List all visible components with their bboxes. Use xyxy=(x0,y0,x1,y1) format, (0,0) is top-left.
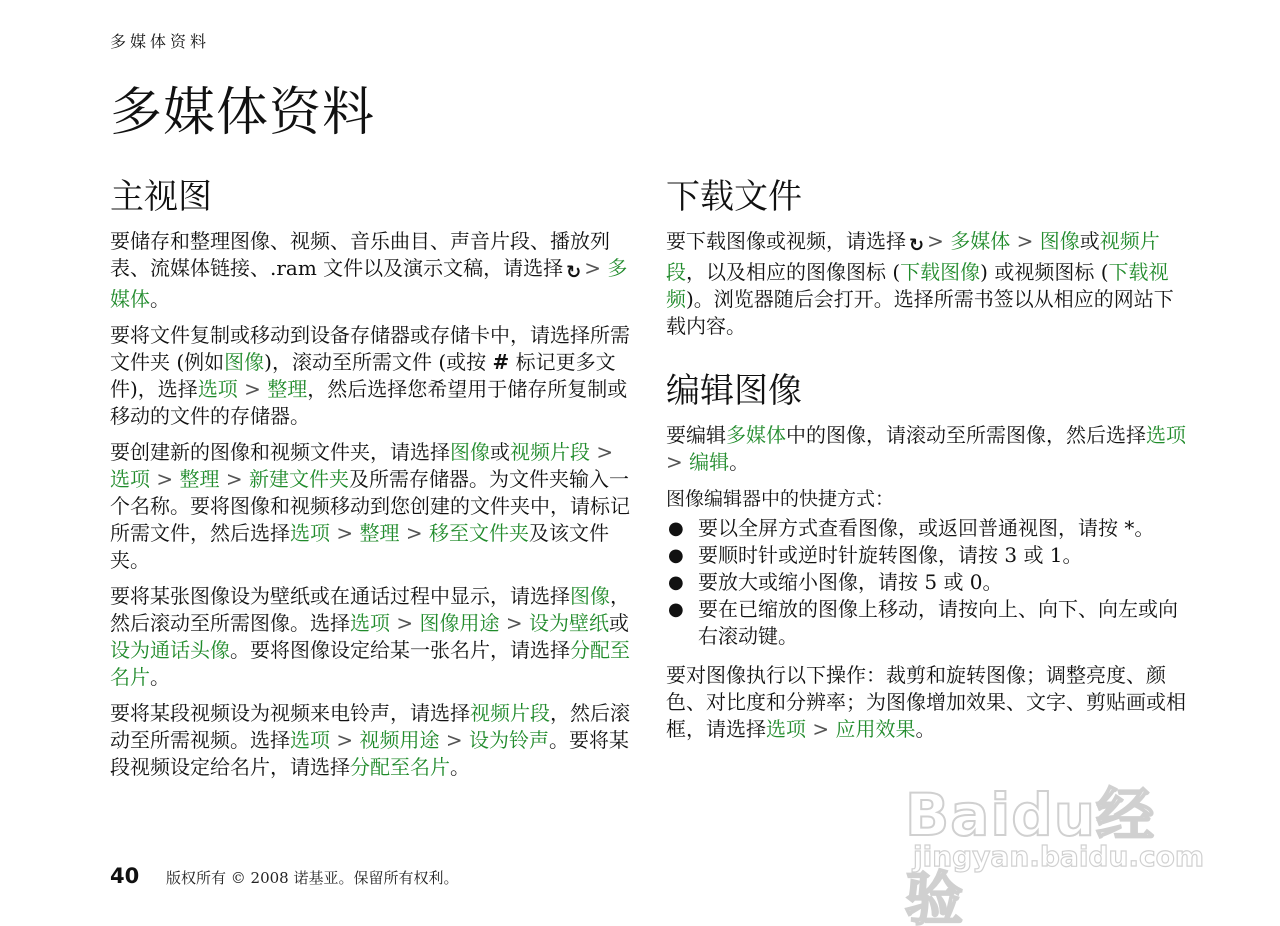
shortcuts-subheading: 图像编辑器中的快捷方式： xyxy=(666,488,895,510)
paragraph-text: 。 xyxy=(150,287,170,311)
paragraph-text: ，然后滚动至所需图像。选择 xyxy=(110,584,630,635)
paragraph-text: 要将某张图像设为壁纸或在通话过程中显示，请选择 xyxy=(110,584,570,608)
keyword-set-call-image: 设为通话头像 xyxy=(110,638,230,662)
keyword-download-images: 下载图像 xyxy=(900,260,981,284)
keyword-images: 图像 xyxy=(224,350,265,374)
keyword-options: 选项 xyxy=(350,611,390,635)
keyword-download-videos: 下载视频 xyxy=(666,260,1169,311)
separator: > xyxy=(596,440,614,464)
bullet-icon: ● xyxy=(668,545,684,566)
paragraph-text: )。浏览器随后会打开。选择所需书签以从相应的网站下载内容。 xyxy=(666,287,1174,338)
paragraph-text: ，然后选择您希望用于储存所复制或移动的文件的存储器。 xyxy=(110,377,628,428)
paragraph-copy-move xyxy=(110,322,630,430)
page-title: 多媒体资料 xyxy=(110,83,376,143)
separator: > xyxy=(405,521,423,545)
list-item-text: 要放大或缩小图像，请按 5 或 0。 xyxy=(698,570,1003,594)
paragraph-new-folder xyxy=(110,439,630,574)
paragraph-text: ，然后滚动至所需视频。选择 xyxy=(110,701,630,752)
bullet-icon: ● xyxy=(668,572,684,593)
paragraph-text: 要对图像执行以下操作：裁剪和旋转图像；调整亮度、颜色、对比度和分辨率；为图像增加效果、文字、剪贴画或相框，请选择 xyxy=(666,663,1186,741)
hash-key-label: # xyxy=(492,350,510,374)
separator: > xyxy=(336,728,354,752)
right-column xyxy=(666,172,1186,752)
paragraph-text: 或 xyxy=(1079,229,1100,253)
paragraph-text: 要创建新的图像和视频文件夹，请选择 xyxy=(110,440,450,464)
bullet-icon: ● xyxy=(668,599,684,620)
keyword-assign-contact: 分配至名片 xyxy=(110,638,630,689)
keyword-images: 图像 xyxy=(570,584,610,608)
section-heading-main-view: 主视图 xyxy=(110,177,212,217)
paragraph-text: 及该文件夹。 xyxy=(110,521,609,572)
separator: > xyxy=(584,256,602,280)
keyword-options: 选项 xyxy=(290,728,330,752)
list-item-text: 要顺时针或逆时针旋转图像，请按 3 或 1。 xyxy=(698,543,1083,567)
list-item-text: 要在已缩放的图像上移动，请按向上、向下、向左或向右滚动键。 xyxy=(698,597,1178,648)
keyword-move-to-folder: 移至文件夹 xyxy=(428,521,529,545)
keyword-video-clips: 视频片段 xyxy=(470,701,550,725)
list-item xyxy=(666,515,1186,542)
paragraph-organize xyxy=(110,228,630,313)
section-heading-download: 下载文件 xyxy=(666,177,802,217)
watermark-logo-text: Baidu经验 xyxy=(905,781,1156,926)
separator: > xyxy=(1016,229,1034,253)
paragraph-text: ) 或视频图标 ( xyxy=(980,260,1109,284)
left-column xyxy=(110,172,630,790)
separator: > xyxy=(505,611,523,635)
paragraph-text: 及所需存储器。为文件夹输入一个名称。要将图像和视频移动到您创建的文件夹中，请标记所需文件，然后选择 xyxy=(110,467,630,545)
page-number: 40 xyxy=(110,864,140,888)
keyword-multimedia: 多媒体 xyxy=(726,423,786,447)
separator: > xyxy=(666,450,683,474)
paragraph-text: 要储存和整理图像、视频、音乐曲目、声音片段、播放列表、流媒体链接、.ram 文件以及演示文稿，请选择 xyxy=(110,229,610,280)
paragraph-text: 要将文件复制或移动到设备存储器或存储卡中，请选择所需文件夹 (例如 xyxy=(110,323,630,374)
keyword-set-wallpaper: 设为壁纸 xyxy=(528,611,609,635)
paragraph-text: ，以及相应的图像图标 ( xyxy=(686,260,901,284)
paragraph-text: 。要将图像设定给某一张名片，请选择 xyxy=(230,638,570,662)
keyword-video-clips: 视频片段 xyxy=(510,440,590,464)
copyright-notice: 版权所有 © 2008 诺基亚。保留所有权利。 xyxy=(166,869,459,887)
list-item xyxy=(666,569,1186,596)
page-footer xyxy=(110,864,458,888)
paragraph-text: 。 xyxy=(729,450,750,474)
keyword-assign-contact: 分配至名片 xyxy=(350,755,450,779)
list-item xyxy=(666,542,1186,569)
keyword-use-video: 视频用途 xyxy=(359,728,440,752)
keyword-use-image: 图像用途 xyxy=(419,611,500,635)
paragraph-download xyxy=(666,228,1186,340)
paragraph-edit xyxy=(666,422,1186,476)
keyword-images: 图像 xyxy=(450,440,490,464)
separator: > xyxy=(225,467,243,491)
separator: > xyxy=(244,377,261,401)
paragraph-text: 中的图像，请滚动至所需图像，然后选择 xyxy=(786,423,1146,447)
paragraph-text: )，滚动至所需文件 (或按 xyxy=(264,350,493,374)
keyword-options: 选项 xyxy=(766,717,806,741)
paragraph-text: 要下载图像或视频，请选择 xyxy=(666,229,906,253)
separator: > xyxy=(927,229,944,253)
shortcuts-list xyxy=(666,515,1186,650)
bullet-icon: ● xyxy=(668,518,684,539)
keyword-multimedia: 多媒体 xyxy=(110,256,628,311)
keyword-images: 图像 xyxy=(1039,229,1080,253)
watermark-url: jingyan.baidu.com xyxy=(913,840,1205,873)
separator: > xyxy=(336,521,354,545)
paragraph-text: 。 xyxy=(150,665,170,689)
keyword-organize: 整理 xyxy=(179,467,220,491)
paragraph-text: 标记更多文件)，选择 xyxy=(110,350,616,401)
keyword-options: 选项 xyxy=(1146,423,1186,447)
keyword-organize: 整理 xyxy=(267,377,308,401)
paragraph-text: 要将某段视频设为视频来电铃声，请选择 xyxy=(110,701,470,725)
keyword-options: 选项 xyxy=(197,377,238,401)
keyword-new-folder: 新建文件夹 xyxy=(248,467,349,491)
paragraph-text: 。要将某段视频设定给名片，请选择 xyxy=(110,728,629,779)
separator: > xyxy=(445,728,463,752)
paragraph-effects xyxy=(666,662,1186,743)
separator: > xyxy=(812,717,830,741)
separator: > xyxy=(156,467,174,491)
keyword-edit: 编辑 xyxy=(689,450,730,474)
keyword-options: 选项 xyxy=(110,467,150,491)
paragraph-ringtone xyxy=(110,700,630,781)
watermark xyxy=(905,768,1205,926)
paragraph-wallpaper xyxy=(110,583,630,691)
section-heading-edit-images: 编辑图像 xyxy=(666,371,802,411)
paragraph-text: 要编辑 xyxy=(666,423,726,447)
paragraph-text: 。 xyxy=(450,755,470,779)
keyword-video-clips: 视频片段 xyxy=(666,229,1160,284)
running-header: 多媒体资料 xyxy=(110,32,211,51)
keyword-multimedia: 多媒体 xyxy=(950,229,1011,253)
paragraph-text: 或 xyxy=(490,440,510,464)
paragraph-text: 。 xyxy=(915,717,936,741)
separator: > xyxy=(396,611,414,635)
keyword-set-ringtone: 设为铃声 xyxy=(468,728,549,752)
paragraph-text: 或 xyxy=(608,611,629,635)
menu-key-icon: ↻ xyxy=(566,262,582,283)
keyword-options: 选项 xyxy=(290,521,330,545)
menu-key-icon: ↻ xyxy=(909,235,925,256)
keyword-organize: 整理 xyxy=(359,521,400,545)
list-item xyxy=(666,596,1186,650)
list-item-text: 要以全屏方式查看图像，或返回普通视图，请按 *。 xyxy=(698,516,1155,540)
keyword-apply-effect: 应用效果 xyxy=(835,717,916,741)
